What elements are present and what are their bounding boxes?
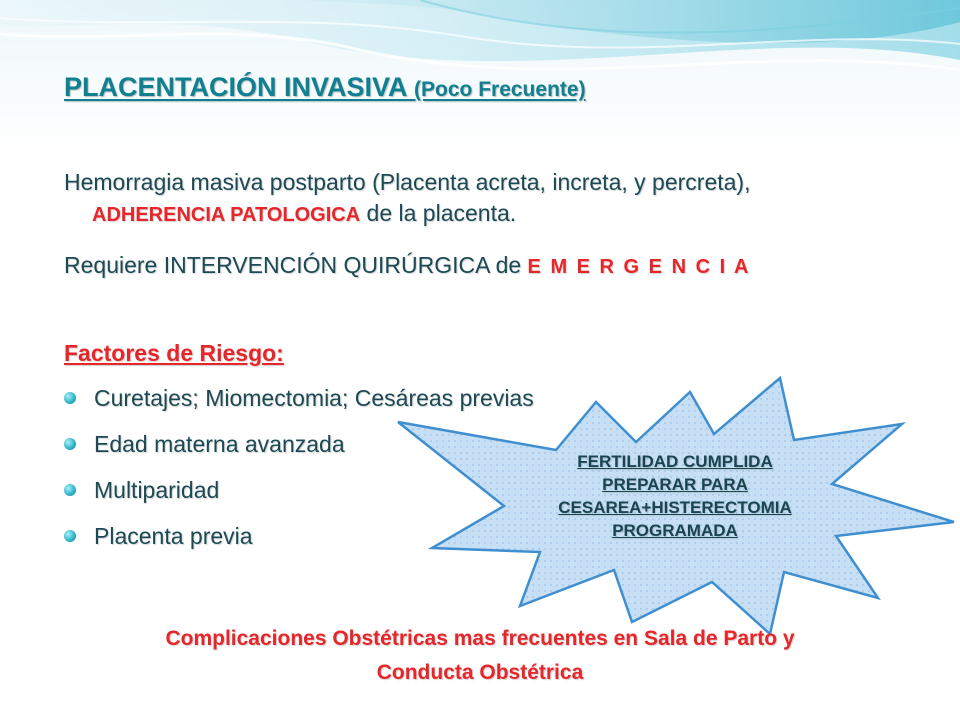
risk-item-label: Placenta previa (94, 523, 253, 549)
risk-item-label: Edad materna avanzada (94, 431, 345, 457)
requirement-paragraph (64, 250, 844, 283)
callout-line-3: CESAREA+HISTERECTOMIA (558, 498, 792, 517)
footer-text (60, 622, 900, 690)
title-subtitle: (Poco Frecuente) (414, 78, 586, 101)
starburst-callout (392, 372, 958, 634)
callout-line-4: PROGRAMADA (612, 521, 738, 540)
footer-line-2: Conducta Obstétrica (376, 661, 584, 684)
requirement-highlight: E M E R G E N C I A (527, 256, 751, 278)
callout-line-1: FERTILIDAD CUMPLIDA (577, 452, 773, 471)
risk-item-label: Multiparidad (94, 477, 220, 503)
requirement-text: Requiere INTERVENCIÓN QUIRÚRGICA de (64, 252, 522, 278)
title-main: PLACENTACIÓN INVASIVA (64, 72, 407, 102)
bullet-icon (64, 484, 76, 496)
hemorrhage-paragraph (64, 167, 872, 231)
callout-line-2: PREPARAR PARA (602, 475, 748, 494)
hemorrhage-text: Hemorragia masiva postparto (Placenta acreta, increta, y percreta), (64, 169, 751, 195)
bullet-icon (64, 530, 76, 542)
bullet-icon (64, 438, 76, 450)
hemorrhage-highlight: ADHERENCIA PATOLOGICA (92, 204, 361, 226)
hemorrhage-suffix: de la placenta. (366, 200, 517, 226)
bullet-icon (64, 392, 76, 404)
risk-item-label: Curetajes; Miomectomia; Cesáreas previas (94, 385, 534, 411)
footer-line-1: Complicaciones Obstétricas mas frecuentes en Sala de Parto y (165, 627, 795, 650)
risk-factors-heading: Factores de Riesgo: (64, 340, 284, 366)
callout-text (500, 450, 850, 542)
slide-title (64, 72, 586, 103)
